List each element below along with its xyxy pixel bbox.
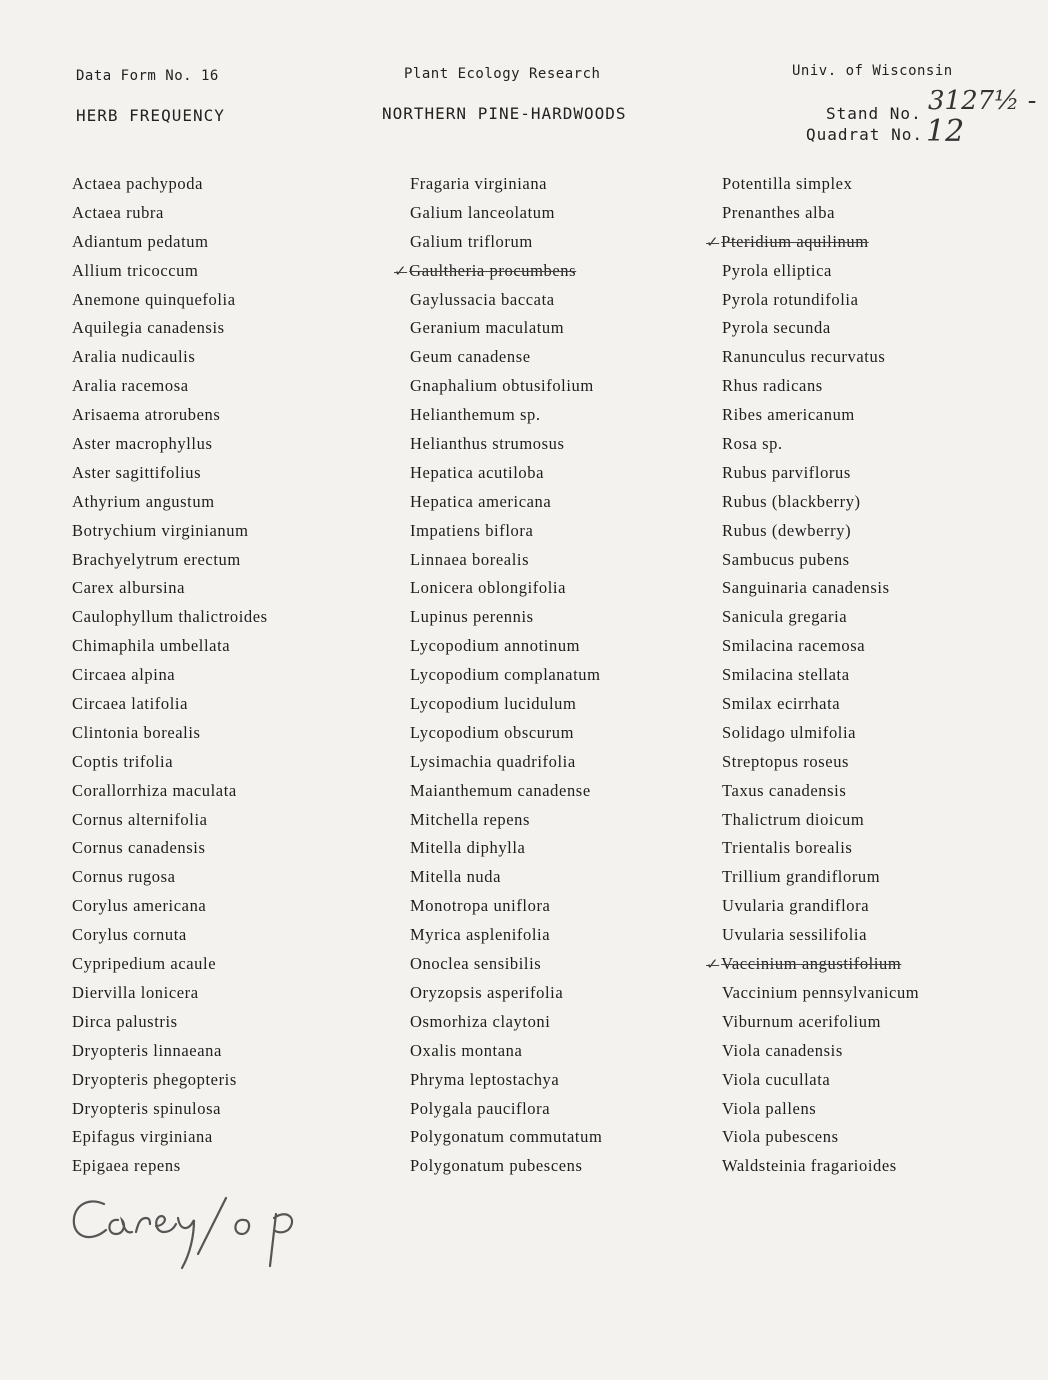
species-item: Aralia racemosa — [72, 376, 189, 396]
species-item: Ranunculus recurvatus — [722, 347, 886, 367]
organization: Plant Ecology Research — [404, 66, 601, 82]
species-item: Lupinus perennis — [410, 607, 534, 627]
species-item: Viola canadensis — [722, 1040, 843, 1060]
species-item: Chimaphila umbellata — [72, 636, 231, 656]
species-item: Rubus parviflorus — [722, 462, 851, 482]
species-item: Fragaria virginiana — [410, 174, 548, 193]
species-item: Actaea pachypoda — [72, 174, 203, 193]
species-item: Cypripedium acaule — [72, 954, 217, 974]
form-number: Data Form No. 16 — [76, 68, 219, 84]
species-item: Oryzopsis asperifolia — [410, 982, 564, 1002]
species-item: Sanguinaria canadensis — [722, 578, 890, 598]
species-item: Galium lanceolatum — [410, 202, 556, 222]
species-item: Brachyelytrum erectum — [72, 549, 241, 569]
species-item-checked: ✓ Pteridium aquilinum — [722, 228, 1048, 257]
species-item: Smilacina stellata — [722, 665, 850, 685]
species-item: Lycopodium lucidulum — [410, 694, 577, 714]
species-item: Galium triflorum — [410, 231, 533, 251]
university: Univ. of Wisconsin — [792, 63, 953, 79]
species-item: Solidago ulmifolia — [722, 722, 857, 742]
species-item: Pyrola secunda — [722, 318, 831, 338]
species-item: Epifagus virginiana — [72, 1127, 213, 1147]
species-item: Potentilla simplex — [722, 174, 853, 193]
species-item: Geum canadense — [410, 347, 531, 367]
species-item: Onoclea sensibilis — [410, 954, 542, 974]
species-item: Uvularia sessilifolia — [722, 925, 868, 945]
species-item: Cornus canadensis — [72, 838, 206, 858]
species-item: Vaccinium pennsylvanicum — [722, 982, 920, 1002]
species-item: Monotropa uniflora — [410, 896, 551, 916]
species-item: Taxus canadensis — [722, 780, 847, 800]
species-item-checked: ✓ Gaultheria procumbens — [410, 257, 740, 286]
species-item: Carex albursina — [72, 578, 186, 598]
species-item: Coptis trifolia — [72, 751, 174, 771]
quadrat-number-value: 12 — [926, 114, 965, 149]
species-item: Impatiens biflora — [410, 520, 534, 540]
species-item: Epigaea repens — [72, 1156, 181, 1176]
species-item: Linnaea borealis — [410, 549, 530, 569]
species-item: Thalictrum dioicum — [722, 809, 865, 829]
species-item: Viola pubescens — [722, 1127, 839, 1147]
species-item: Lycopodium complanatum — [410, 665, 601, 685]
species-item: Hepatica acutiloba — [410, 462, 545, 482]
species-item: Lonicera oblongifolia — [410, 578, 567, 598]
species-item: Polygonatum pubescens — [410, 1156, 583, 1176]
species-item: Sambucus pubens — [722, 549, 850, 569]
species-item: Maianthemum canadense — [410, 780, 591, 800]
species-item: Arisaema atrorubens — [72, 405, 221, 425]
species-item: Athyrium angustum — [72, 491, 215, 511]
species-item: Polygonatum commutatum — [410, 1127, 603, 1147]
species-item: Aquilegia canadensis — [72, 318, 225, 338]
species-item: Prenanthes alba — [722, 202, 836, 222]
species-item: Lysimachia quadrifolia — [410, 751, 576, 771]
species-item: Phryma leptostachya — [410, 1069, 560, 1089]
species-item: Viola cucullata — [722, 1069, 831, 1089]
species-item: Diervilla lonicera — [72, 982, 199, 1002]
species-item: Gnaphalium obtusifolium — [410, 376, 594, 396]
species-item: Rubus (blackberry) — [722, 491, 861, 511]
species-item: Osmorhiza claytoni — [410, 1011, 551, 1031]
species-item: Mitella diphylla — [410, 838, 526, 858]
species-column-3 — [722, 170, 1048, 1181]
species-item: Viburnum acerifolium — [722, 1011, 882, 1031]
community-type: NORTHERN PINE-HARDWOODS — [382, 104, 627, 123]
species-item: Smilax ecirrhata — [722, 694, 841, 714]
species-item: Streptopus roseus — [722, 751, 850, 771]
species-item: Cornus alternifolia — [72, 809, 208, 829]
species-item: Cornus rugosa — [72, 867, 176, 887]
form-title: HERB FREQUENCY — [76, 106, 225, 125]
species-item: Botrychium virginianum — [72, 520, 249, 540]
species-item-checked: ✓ Vaccinium angustifolium — [722, 950, 1048, 979]
species-item: Pyrola elliptica — [722, 260, 832, 280]
species-item: Dryopteris linnaeana — [72, 1040, 222, 1060]
species-item: Actaea rubra — [72, 202, 164, 222]
species-item: Pyrola rotundifolia — [722, 289, 859, 309]
species-item: Rosa sp. — [722, 434, 783, 454]
species-item: Dryopteris spinulosa — [72, 1098, 222, 1118]
species-item: Helianthus strumosus — [410, 434, 565, 454]
species-item: Helianthemum sp. — [410, 405, 541, 425]
species-item: Corylus cornuta — [72, 925, 187, 945]
stand-label: Stand No. — [826, 104, 922, 123]
species-column-2 — [410, 170, 740, 1181]
species-item: Rhus radicans — [722, 376, 823, 396]
species-item: Waldsteinia fragarioides — [722, 1156, 897, 1176]
handwritten-note-signature — [66, 1190, 326, 1280]
species-item: Trientalis borealis — [722, 838, 853, 858]
species-item: Viola pallens — [722, 1098, 817, 1118]
species-item: Anemone quinquefolia — [72, 289, 236, 309]
species-item: Myrica asplenifolia — [410, 925, 551, 945]
species-column-1 — [72, 170, 402, 1181]
species-item: Caulophyllum thalictroides — [72, 607, 268, 627]
quadrat-label: Quadrat No. — [806, 125, 923, 144]
species-item: Ribes americanum — [722, 405, 855, 425]
species-item: Aster macrophyllus — [72, 434, 213, 454]
stand-number-value: 3127½ - — [928, 86, 1037, 116]
species-item: Adiantum pedatum — [72, 231, 209, 251]
species-item: Lycopodium obscurum — [410, 722, 575, 742]
species-item: Trillium grandiflorum — [722, 867, 881, 887]
species-item: Clintonia borealis — [72, 722, 201, 742]
species-item: Circaea latifolia — [72, 694, 189, 714]
species-item: Smilacina racemosa — [722, 636, 866, 656]
species-item: Polygala pauciflora — [410, 1098, 551, 1118]
species-item: Mitchella repens — [410, 809, 531, 829]
species-item: Gaylussacia baccata — [410, 289, 555, 309]
species-item: Hepatica americana — [410, 491, 552, 511]
species-item: Corylus americana — [72, 896, 207, 916]
species-item: Allium tricoccum — [72, 260, 199, 280]
species-item: Lycopodium annotinum — [410, 636, 581, 656]
species-item: Dirca palustris — [72, 1011, 178, 1031]
species-item: Corallorrhiza maculata — [72, 780, 237, 800]
species-item: Mitella nuda — [410, 867, 502, 887]
species-item: Geranium maculatum — [410, 318, 565, 338]
species-item: Aster sagittifolius — [72, 462, 202, 482]
species-item: Rubus (dewberry) — [722, 520, 852, 540]
species-item: Dryopteris phegopteris — [72, 1069, 237, 1089]
species-item: Oxalis montana — [410, 1040, 523, 1060]
species-item: Aralia nudicaulis — [72, 347, 196, 367]
species-item: Sanicula gregaria — [722, 607, 848, 627]
species-item: Circaea alpina — [72, 665, 176, 685]
species-item: Uvularia grandiflora — [722, 896, 870, 916]
